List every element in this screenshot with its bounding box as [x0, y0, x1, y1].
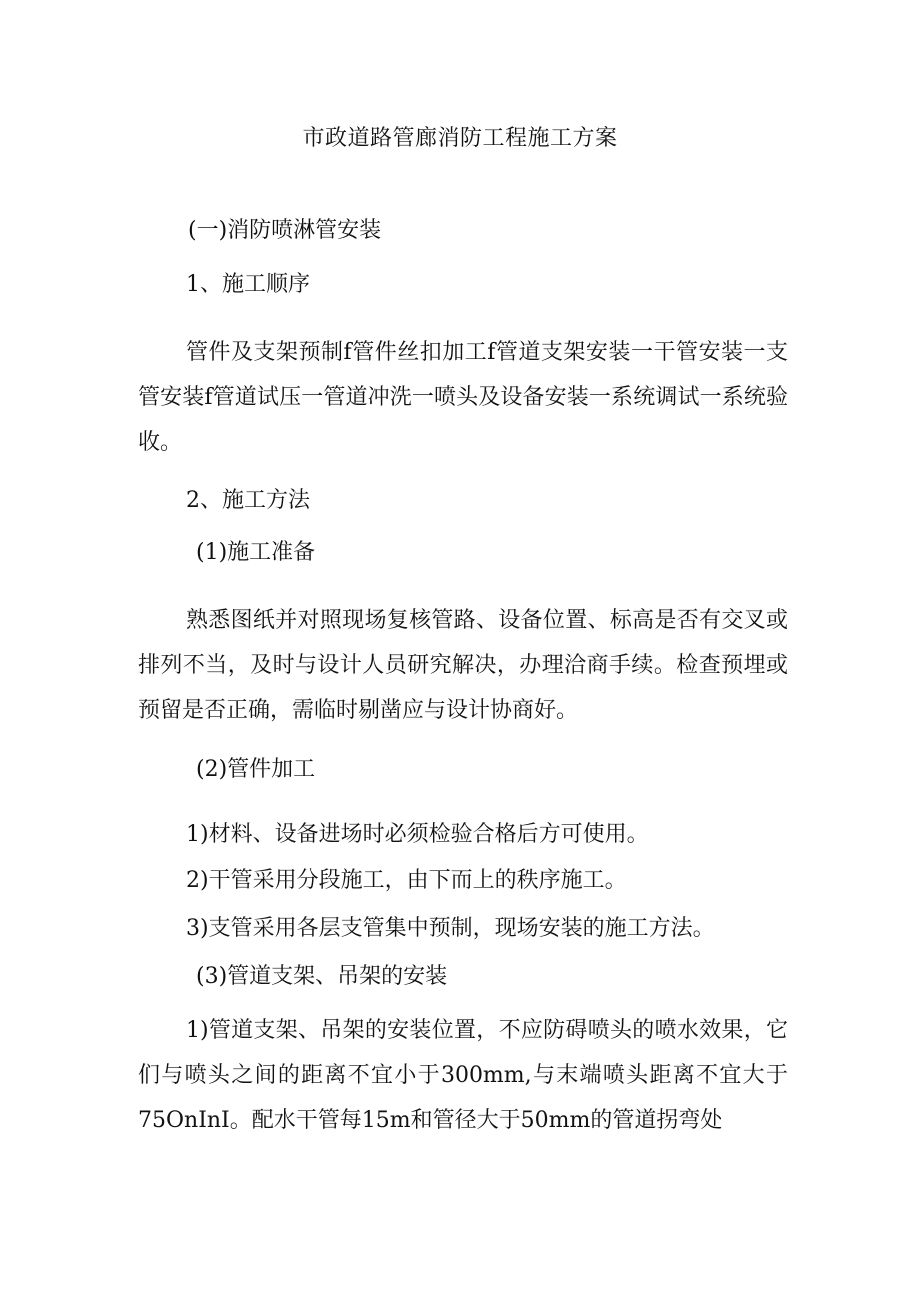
heading-pipe-fitting-processing: (2)管件加工: [196, 757, 316, 782]
heading-construction-sequence: 1、施工顺序: [186, 272, 310, 297]
list-item-main-pipe-construction: 2)干管采用分段施工，由下而上的秩序施工。: [186, 868, 627, 893]
paragraph-construction-sequence: 管件及支架预制f管件丝扣加工f管道支架安装一干管安装一支管安装f管道试压一管道冲洗一喷头及设备安装一系统调试一系统验收。: [138, 340, 788, 455]
list-item-branch-pipe-prefab: 3)支管采用各层支管集中预制，现场安装的施工方法。: [186, 916, 715, 941]
section-heading-sprinkler-installation: (一)消防喷淋管安装: [188, 218, 382, 243]
heading-construction-method: 2、施工方法: [186, 488, 310, 513]
paragraph-pipe-support-installation: 1)管道支架、吊架的安装位置，不应防碍喷头的喷水效果，它们与喷头之间的距离不宜小于300mm,与末端喷头距离不宜大于75OnInI。配水干管每15m和管径大于50mm的管道拐弯处: [138, 1018, 788, 1133]
heading-construction-preparation: (1)施工准备: [196, 540, 316, 565]
paragraph-construction-preparation: 熟悉图纸并对照现场复核管路、设备位置、标高是否有交叉或排列不当，及时与设计人员研究解决，办理洽商手续。检查预埋或预留是否正确，需临时剔凿应与设计协商好。: [138, 608, 788, 723]
list-item-material-inspection: 1)材料、设备进场时必须检验合格后方可使用。: [186, 822, 649, 847]
heading-pipe-support-installation: (3)管道支架、吊架的安装: [196, 964, 448, 989]
document-title: 市政道路管廊消防工程施工方案: [302, 126, 618, 151]
